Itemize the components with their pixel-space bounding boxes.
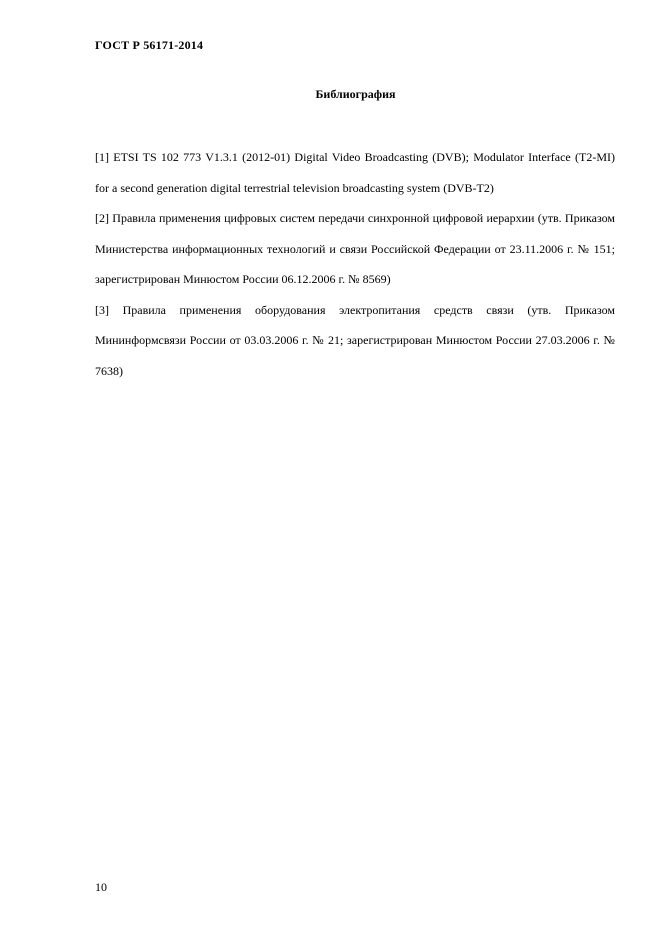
bibliography-entry-2: [2] Правила применения цифровых систем передачи синхронной цифровой иерархии (утв. Приказом Министерства информационных технологий и связи Российской Федерации от 23.11.2006 г. № 151; зарегистрирован Минюстом России 06.12.2006 г. № 8569) [95,211,615,286]
bibliography-entry-3: [3] Правила применения оборудования электропитания средств связи (утв. Приказом Мининформсвязи России от 03.03.2006 г. № 21; зарегистрирован Минюстом России 27.03.2006 г. № 7638) [95,302,615,378]
document-code-header: ГОСТ Р 56171-2014 [95,38,204,52]
bibliography-entry-1: [1] ETSI TS 102 773 V1.3.1 (2012-01) Digital Video Broadcasting (DVB); Modulator Interface (T2-MI) for a second generation digital terrestrial television broadcasting system (DVB-T2) [95,150,615,195]
page-number: 10 [95,880,107,894]
bibliography-list [95,142,615,386]
bibliography-title: Библиография [315,87,396,101]
